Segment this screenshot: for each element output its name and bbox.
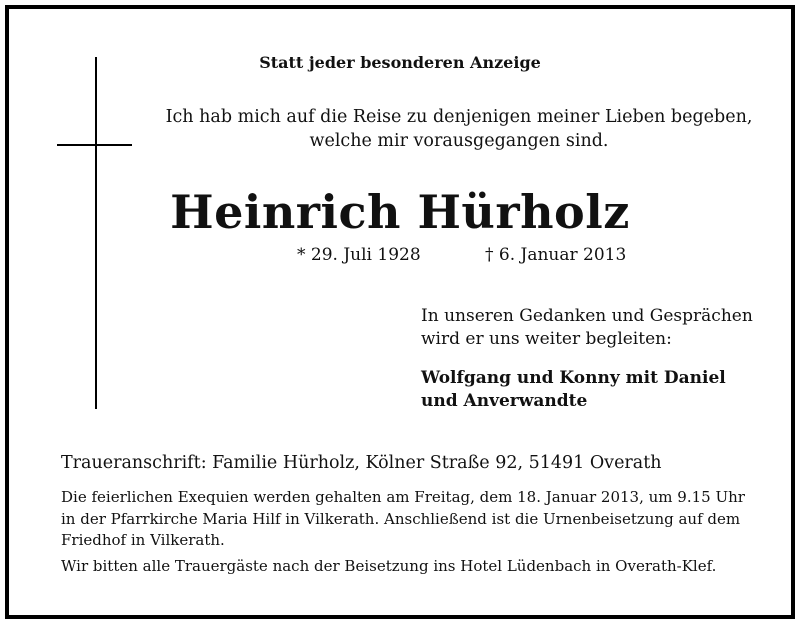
cross-horizontal-bar	[57, 144, 132, 146]
death-date: † 6. Januar 2013	[485, 245, 627, 265]
mourning-address: Traueranschrift: Familie Hürholz, Kölner Straße 92, 51491 Overath	[61, 453, 662, 473]
exequies-line: Friedhof in Vilkerath.	[61, 531, 225, 549]
mourners-signature	[421, 367, 726, 413]
exequies-line: Die feierlichen Exequien werden gehalten am Freitag, dem 18. Januar 2013, um 9.15 Uhr	[61, 488, 745, 506]
obituary-notice	[5, 5, 795, 619]
notice-heading: Statt jeder besonderen Anzeige	[259, 53, 541, 72]
deceased-name: Heinrich Hürholz	[170, 185, 630, 239]
birth-date: * 29. Juli 1928	[297, 245, 421, 265]
remembrance-line: In unseren Gedanken und Gesprächen	[421, 306, 753, 326]
quote-line: Ich hab mich auf die Reise zu denjenigen meiner Lieben begeben,	[165, 107, 753, 127]
invitation-text: Wir bitten alle Trauergäste nach der Beisetzung ins Hotel Lüdenbach in Overath-Klef.	[61, 557, 717, 575]
remembrance-text	[421, 305, 753, 351]
quote-line: welche mir vorausgegangen sind.	[309, 131, 609, 151]
mourners-line: Wolfgang und Konny mit Daniel	[421, 368, 726, 388]
exequies-line: in der Pfarrkirche Maria Hilf in Vilkerath. Anschließend ist die Urnenbeisetzung auf dem	[61, 509, 741, 528]
mourners-line: und Anverwandte	[421, 391, 588, 411]
exequies-paragraph	[61, 487, 745, 552]
remembrance-line: wird er uns weiter begleiten:	[421, 329, 672, 349]
farewell-quote	[159, 105, 759, 153]
